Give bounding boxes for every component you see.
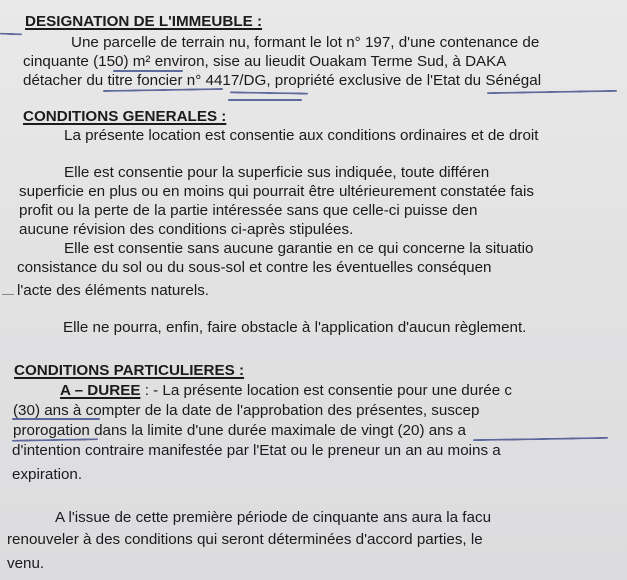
- text-span: (150) m²: [93, 53, 151, 70]
- heading-designation: DESIGNATION DE L'IMMEUBLE :: [25, 13, 263, 30]
- margin-mark: [2, 294, 14, 295]
- pen-underline: [230, 91, 308, 94]
- text-line: [23, 52, 627, 71]
- text-line: A l'issue de cette première période de cinquante ans aura la facu: [55, 509, 492, 526]
- pen-underline: [228, 99, 302, 101]
- text-span: a: [453, 422, 466, 439]
- text-line: La présente location est consentie aux conditions ordinaires et de droit: [64, 127, 539, 144]
- text-span: prorogation: [13, 422, 90, 439]
- text-line: Elle est consentie pour la superficie sus indiquée, toute différen: [64, 164, 490, 181]
- text-line: l'acte des éléments naturels.: [17, 282, 210, 299]
- text-span: dans la limite d'une durée maximale de: [89, 422, 362, 439]
- pen-underline: [487, 90, 617, 94]
- text-line: consistance du sol ou du sous-sol et contre les éventuelles conséquen: [17, 259, 492, 276]
- text-line: [23, 71, 627, 90]
- text-span: : - La présente location est consentie pour une durée c: [140, 382, 512, 399]
- pen-underline: [12, 418, 100, 420]
- text-span: , propriété exclusive de l'Etat du Sénégal: [266, 72, 542, 89]
- text-span: détacher du: [23, 72, 108, 89]
- text-span: cinquante: [23, 53, 94, 70]
- text-line: Une parcelle de terrain nu, formant le lot n° 197, d'une contenance de: [71, 34, 540, 51]
- text-line: d'intention contraire manifestée par l'Etat ou le preneur un an au moins a: [12, 442, 501, 459]
- text-span: titre foncier n° 4417/DG: [107, 72, 267, 89]
- text-line: Elle est consentie sans aucune garantie en ce qui concerne la situatio: [64, 240, 534, 257]
- text-span: environ, sise au lieudit Ouakam Terme Sud, à DAKA: [150, 53, 507, 70]
- text-line: [60, 381, 627, 400]
- pen-underline: [113, 70, 183, 72]
- text-line: profit ou la perte de la partie intéressée sans que celle-ci puisse den: [19, 202, 478, 219]
- pen-mark: [0, 33, 22, 36]
- text-line: [13, 401, 627, 420]
- heading-conditions-generales: CONDITIONS GENERALES :: [23, 108, 227, 125]
- text-line: venu.: [7, 555, 45, 572]
- text-line: superficie en plus ou en moins qui pourrait être ultérieurement constatée fais: [19, 183, 534, 200]
- text-line: renouveler à des conditions qui seront déterminées d'accord parties, le: [7, 531, 483, 548]
- text-line: aucune révision des conditions ci-après stipulées.: [19, 221, 354, 238]
- text-span: (30) ans à: [13, 402, 82, 419]
- subheading-duree: A – DUREE: [60, 382, 141, 399]
- text-line: Elle ne pourra, enfin, faire obstacle à l'application d'aucun règlement.: [63, 319, 527, 336]
- text-span: compter de la date de l'approbation des présentes, suscep: [81, 402, 480, 419]
- heading-conditions-particulieres: CONDITIONS PARTICULIERES :: [14, 362, 245, 379]
- text-span: vingt (20) ans: [361, 422, 454, 439]
- text-line: expiration.: [12, 466, 83, 483]
